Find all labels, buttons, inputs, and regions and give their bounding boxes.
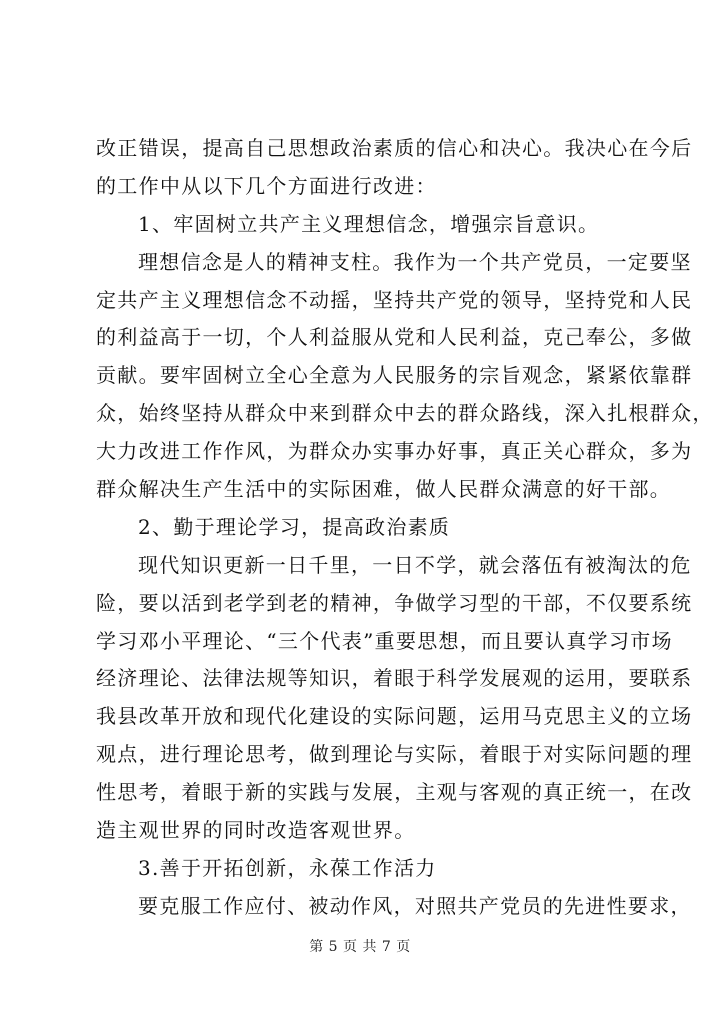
section-heading: 1、牢固树立共产主义理想信念，增强宗旨意识。 (138, 211, 600, 236)
body-line: 定共产主义理想信念不动摇，坚持共产党的领导，坚持党和人民 (96, 287, 693, 312)
body-line: 造主观世界的同时改造客观世界。 (96, 818, 416, 843)
document-body (96, 130, 714, 926)
paragraph-first-line: 理想信念是人的精神支柱。我作为一个共产党员，一定要坚 (138, 249, 692, 274)
body-line: 观点，进行理论思考，做到理论与实际，着眼于对实际问题的理 (96, 742, 693, 767)
paragraph-first-line: 要克服工作应付、被动作风，对照共产党员的先进性要求， (138, 893, 692, 918)
section-heading: 2、勤于理论学习，提高政治素质 (138, 514, 451, 539)
body-line: 险，要以活到老学到老的精神，争做学习型的干部，不仅要系统 (96, 590, 693, 615)
body-line: 贡献。要牢固树立全心全意为人民服务的宗旨观念，紧紧依靠群 (96, 363, 693, 388)
body-line: 众，始终坚持从群众中来到群众中去的群众路线，深入扎根群众， (96, 401, 714, 426)
section-heading: 3.善于开拓创新，永葆工作活力 (138, 855, 437, 880)
body-line: 改正错误，提高自己思想政治素质的信心和决心。我决心在今后 (96, 136, 693, 160)
body-line: 性思考，着眼于新的实践与发展，主观与客观的真正统一，在改 (96, 780, 693, 805)
body-line: 的工作中从以下几个方面进行改进： (96, 173, 437, 198)
body-line: 群众解决生产生活中的实际困难，做人民群众满意的好干部。 (96, 477, 672, 502)
body-line: 大力改进工作作风，为群众办实事办好事，真正关心群众，多为 (96, 439, 693, 464)
page-number-footer: 第 5 页 共 7 页 (309, 939, 411, 955)
body-line: 的利益高于一切，个人利益服从党和人民利益，克己奉公，多做 (96, 325, 693, 350)
body-line: 经济理论、法律法规等知识，着眼于科学发展观的运用，要联系 (96, 666, 693, 691)
body-line: 我县改革开放和现代化建设的实际问题，运用马克思主义的立场 (96, 704, 693, 729)
body-line: 学习邓小平理论、“三个代表”重要思想，而且要认真学习市场 (96, 628, 673, 653)
paragraph-first-line: 现代知识更新一日千里，一日不学，就会落伍有被淘汰的危 (138, 552, 692, 577)
